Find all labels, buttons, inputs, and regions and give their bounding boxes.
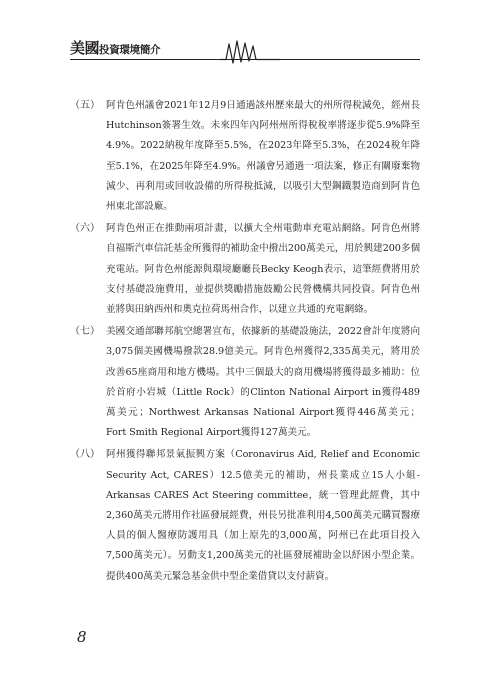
item-text: 阿州獲得聯邦景氣振興方案（Coronavirus Aid, Relief and Economic Security Act, CARES）12.5億美元的補助，州長業成立15人小組-Arkansas CARES Act Steering committee，統一管理此經費，其中2,360萬美元將用作社區發展經費，州長另批准利用4,500萬美元購買醫療人員的個人醫療防護用具（加上原先的3,000萬，阿州已在此項目投入7,500萬美元）。另動支1,200萬美元的社區發展補助金以紓困小型企業。提供400萬美元緊急基金供中型企業借貸以支付薪資。 <box>106 449 420 582</box>
item-text: 阿肯色州正在推動兩項計畫，以擴大全州電動車充電站網絡。阿肯色州將自福斯汽車信託基金所獲得的補助金中撥出200萬美元，用於興建200多個充電站。阿肯色州能源與環境廳廳長Becky Keogh表示，這筆經費將用於支付基礎設施費用，並提供獎勵措施鼓勵公民營機構共同投資。阿肯色州並將與田納西州和奧克拉荷馬州合作，以建立共通的充電網絡。 <box>106 223 420 316</box>
list-item <box>70 219 420 320</box>
header-title-sub: 投資環境簡介 <box>99 44 161 56</box>
list-item <box>70 96 420 217</box>
list-item <box>70 322 420 443</box>
header-title <box>70 40 160 56</box>
item-marker: （八） <box>70 449 100 461</box>
page-number: 8 <box>77 628 87 646</box>
item-text: 阿肯色州議會2021年12月9日通過該州歷來最大的州所得稅減免，經州長Hutchinson簽署生效。未來四年內阿州州所得稅稅率將逐步從5.9%降至4.9%。2022納稅年度降至5.5%，在2023年降至5.3%，在2024稅年降至5.1%，在2025年降至4.9%。州議會另通過一項法案，修正有關廢棄物減少、再利用或回收設備的所得稅抵減，以吸引大型鋼鐵製造商到阿肯色州東北部設廠。 <box>106 100 420 213</box>
running-header <box>70 38 420 64</box>
heartbeat-wave-icon <box>220 38 280 64</box>
item-marker: （六） <box>70 223 100 235</box>
main-content <box>70 96 420 589</box>
list-item <box>70 445 420 586</box>
item-marker: （七） <box>70 326 100 338</box>
item-marker: （五） <box>70 100 100 111</box>
header-title-main: 美國 <box>70 39 100 57</box>
item-text: 美國交通部聯邦航空總署宣布，依據新的基礎設施法，2022會計年度將向3,075個美國機場撥款28.9億美元。阿肯色州獲得2,335萬美元，將用於改善65座商用和地方機場。其中三個最大的商用機場將獲得最多補助：位於首府小岩城（Little Rock）的Clinton National Airport in獲得489萬美元；Northwest Arkansas National Airport獲得446萬美元；Fort Smith Regional Airport獲得127萬美元。 <box>106 326 420 439</box>
